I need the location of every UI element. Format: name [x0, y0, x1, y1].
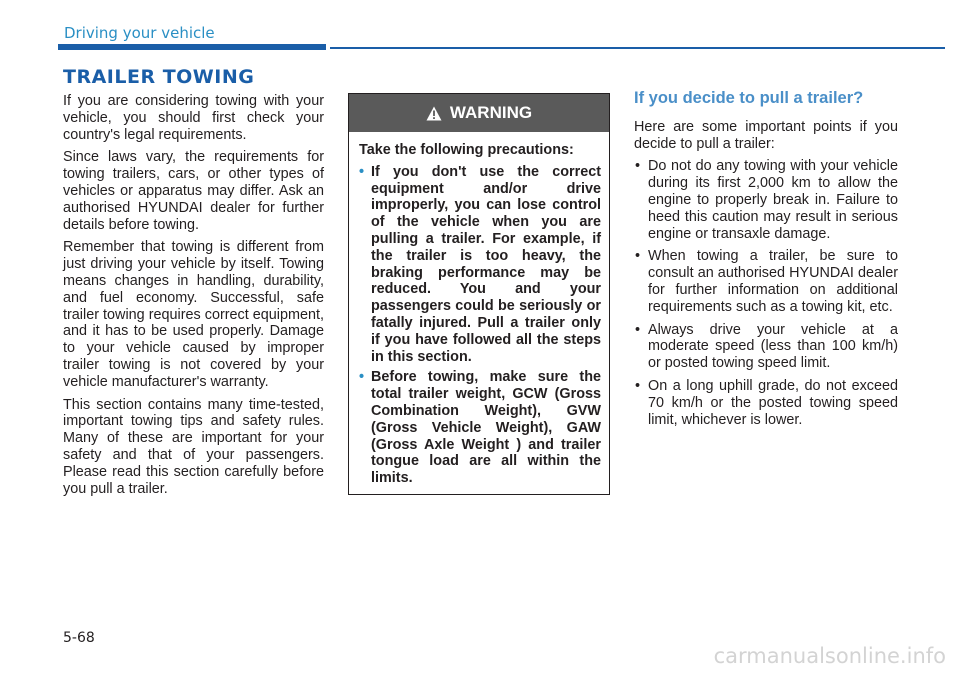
- header-rule-thick: [58, 44, 326, 50]
- warning-header: [349, 94, 609, 132]
- section-header-label: Driving your vehicle: [64, 24, 215, 42]
- list-item: [634, 158, 898, 242]
- subsection-heading: If you decide to pull a trailer?: [634, 89, 864, 107]
- list-item: [634, 322, 898, 372]
- left-paragraph: If you are considering towing with your vehicle, you should first check your country's legal requirements.: [63, 93, 324, 143]
- warning-item-text: If you don't use the correct equipment and/or drive improperly, you can lose control of the vehicle when you are pulling a trailer. For example, if the trailer is too heavy, the braking performance may be reduced. You and your passengers could be seriously or fatally injured. Pull a trailer only if you have followed all the steps in this section.: [371, 163, 601, 365]
- header-rule-thin: [330, 47, 945, 49]
- list-item-text: Always drive your vehicle at a moderate speed (less than 100 km/h) or posted towing speed limit.: [648, 321, 898, 372]
- right-intro: Here are some important points if you decide to pull a trailer:: [634, 118, 898, 152]
- left-column: [63, 93, 324, 503]
- bullet-icon: •: [359, 369, 365, 386]
- warning-item: [359, 164, 601, 366]
- watermark: carmanualsonline.info: [713, 644, 946, 668]
- bullet-icon: •: [359, 163, 365, 180]
- left-paragraph: Since laws vary, the requirements for towing trailers, cars, or other types of vehicles or apparatus may differ. Ask an authorised HYUNDAI dealer for further details before towing.: [63, 149, 324, 233]
- list-item: [634, 378, 898, 428]
- page-title: TRAILER TOWING: [63, 66, 255, 88]
- warning-heading: WARNING: [449, 103, 533, 122]
- list-item-text: Do not do any towing with your vehicle during its first 2,000 km to allow the engine to properly break in. Failure to heed this caution may result in serious engine or transaxle damage.: [648, 158, 898, 242]
- warning-triangle-icon: [426, 106, 442, 121]
- bullet-icon: •: [635, 248, 641, 265]
- list-item-text: On a long uphill grade, do not exceed 70 km/h or the posted towing speed limit, whichever is lower.: [648, 377, 898, 428]
- list-item-text: When towing a trailer, be sure to consult an authorised HYUNDAI dealer for further information on additional requirements such as a towing kit, etc.: [648, 248, 898, 315]
- page-number: 5-68: [63, 630, 95, 646]
- list-item: [634, 248, 898, 315]
- bullet-icon: •: [635, 321, 641, 338]
- left-paragraph: This section contains many time-tested, important towing tips and safety rules. Many of these are important for your safety and that of your passengers. Please read this section carefully before you pull a trailer.: [63, 396, 324, 497]
- warning-item: [359, 369, 601, 487]
- bullet-icon: •: [635, 158, 641, 175]
- left-paragraph: Remember that towing is different from just driving your vehicle by itself. Towing means changes in handling, durability, and fuel economy. Successful, safe trailer towing requires correct equipment, and it has to be used properly. Damage to your vehicle caused by improper trailer towing is not covered by your vehicle manufacturer's warranty.: [63, 239, 324, 390]
- warning-intro: Take the following precautions:: [359, 142, 574, 158]
- warning-box: [348, 93, 610, 495]
- bullet-icon: •: [635, 377, 641, 394]
- warning-body: [349, 132, 609, 487]
- right-column: [634, 90, 898, 434]
- warning-item-text: Before towing, make sure the total trailer weight, GCW (Gross Combination Weight), GVW (Gross Vehicle Weight), GAW (Gross Axle Weight ) and trailer tongue load are all within the limits.: [371, 369, 601, 487]
